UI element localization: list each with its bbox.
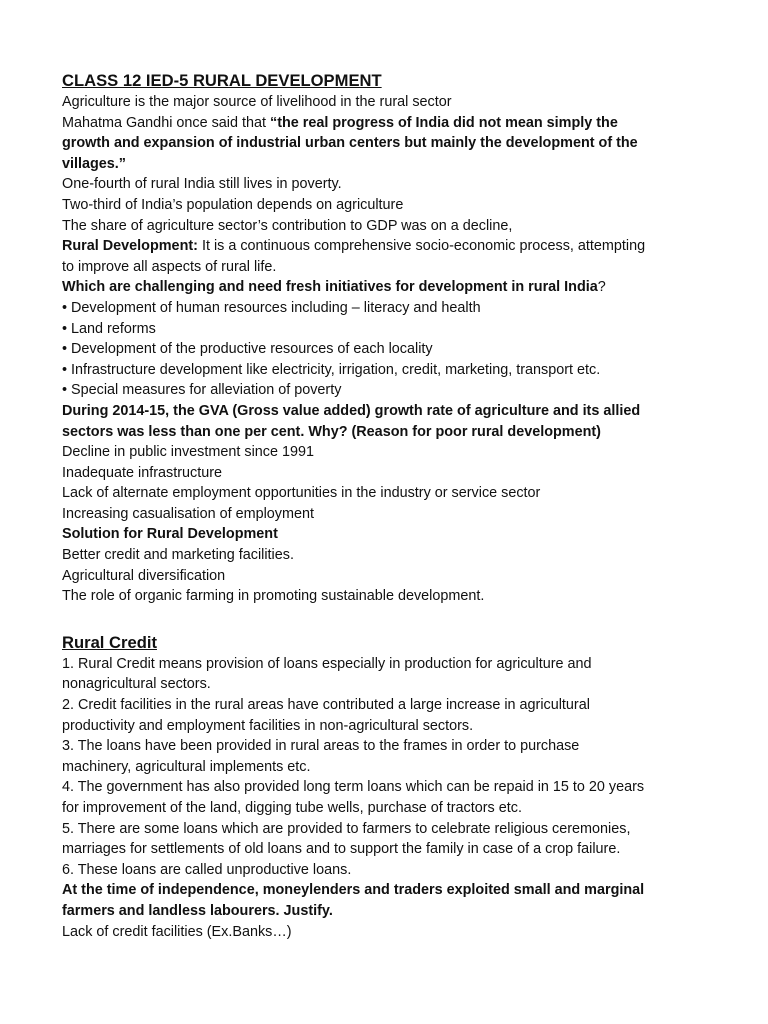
rural-credit-heading: Rural Credit [62,632,157,652]
initiatives-question [62,277,722,298]
credit-line: productivity and employment facilities in non-agricultural sectors. [62,717,474,734]
intro-line: Agriculture is the major source of livelihood in the rural sector [62,94,452,110]
initiatives-question-text: Which are challenging and need fresh initiatives for development in rural India [62,279,598,296]
reason-item: Decline in public investment since 1991 [62,444,314,461]
gva-question-line-2: sectors was less than one per cent. Why? (Reason for poor rural development) [62,423,601,440]
bullet-item: • Infrastructure development like electricity, irrigation, credit, marketing, transport etc. [62,361,601,378]
rural-development-label: Rural Development: [62,238,198,255]
justify-question-line-1: At the time of independence, moneylenders and traders exploited small and marginal [62,882,645,899]
credit-line: 2. Credit facilities in the rural areas have contributed a large increase in agricultural [62,697,590,714]
document-title: CLASS 12 IED-5 RURAL DEVELOPMENT [62,71,382,90]
gandhi-quote-line-3: villages.” [62,155,126,172]
gandhi-quote-line-2: growth and expansion of industrial urban centers but mainly the development of the [62,135,638,152]
bullet-item: • Special measures for alleviation of poverty [62,382,342,399]
gandhi-quote-part-1: “the real progress of India did not mean simply the [270,114,618,131]
rural-development-def-2: to improve all aspects of rural life. [62,258,277,275]
solution-item: Better credit and marketing facilities. [62,547,294,564]
justify-answer: Lack of credit facilities (Ex.Banks…) [62,923,292,940]
solution-item: The role of organic farming in promoting sustainable development. [62,588,485,605]
credit-line: 4. The government has also provided long term loans which can be repaid in 15 to 20 years [62,779,645,796]
rural-development-definition [62,236,722,257]
gandhi-quote-line-1 [62,113,722,134]
credit-line: 5. There are some loans which are provided to farmers to celebrate religious ceremonies, [62,820,631,837]
credit-line: 3. The loans have been provided in rural areas to the frames in order to purchase [62,738,580,755]
gandhi-prefix: Mahatma Gandhi once said that [62,114,270,131]
solution-item: Agricultural diversification [62,567,226,584]
reason-item: Increasing casualisation of employment [62,505,314,522]
initiatives-question-mark: ? [597,279,606,296]
credit-line: marriages for settlements of old loans and to support the family in case of a crop failure. [62,841,621,858]
credit-line: machinery, agricultural implements etc. [62,758,311,775]
reason-item: Inadequate infrastructure [62,464,222,481]
document-page [62,70,722,942]
reason-item: Lack of alternate employment opportunities in the industry or service sector [62,485,541,502]
fact-population: Two-third of India’s population depends on agriculture [62,196,404,213]
credit-line: 1. Rural Credit means provision of loans especially in production for agriculture and [62,655,592,672]
gva-question-line-1: During 2014-15, the GVA (Gross value added) growth rate of agriculture and its allied [62,402,641,419]
solution-heading: Solution for Rural Development [62,526,278,543]
fact-poverty: One-fourth of rural India still lives in poverty. [62,176,342,193]
bullet-item: • Land reforms [62,320,156,337]
bullet-item: • Development of the productive resources of each locality [62,341,433,358]
credit-line: nonagricultural sectors. [62,676,211,693]
bullet-item: • Development of human resources including – literacy and health [62,299,481,316]
fact-gdp: The share of agriculture sector’s contribution to GDP was on a decline, [62,217,513,234]
credit-line: for improvement of the land, digging tube wells, purchase of tractors etc. [62,800,522,816]
credit-line: 6. These loans are called unproductive loans. [62,861,352,878]
rural-development-def-1: It is a continuous comprehensive socio-economic process, attempting [197,238,646,255]
justify-question-line-2: farmers and landless labourers. Justify. [62,902,333,919]
